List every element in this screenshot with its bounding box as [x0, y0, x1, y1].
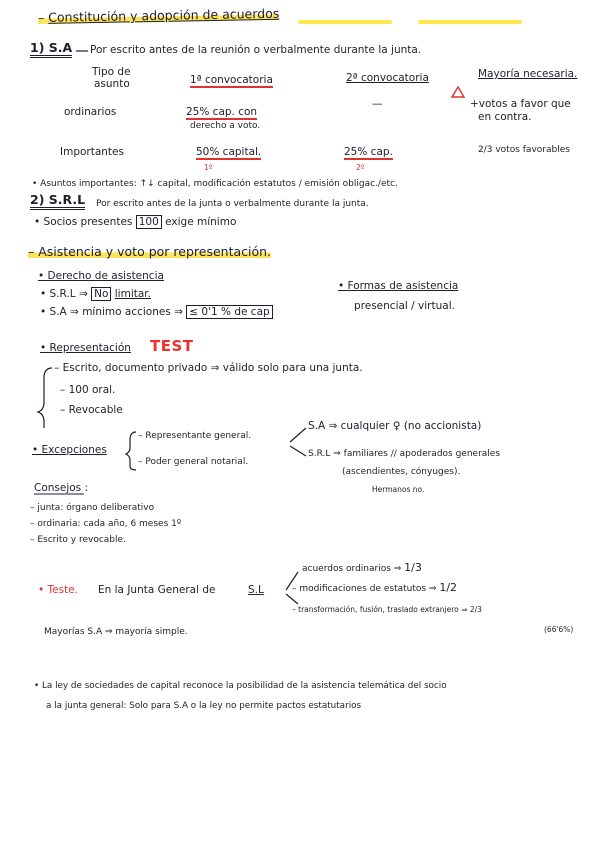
- socios-box: 100: [136, 215, 162, 229]
- exc-sa: S.A ⇒ cualquier ♀ (no accionista): [308, 420, 482, 432]
- formas-asistencia: [338, 280, 458, 292]
- sa-line-a: • S.A ⇒ mínimo acciones ⇒: [40, 306, 183, 318]
- imp-mayoria: 2/3 votos favorables: [478, 145, 570, 155]
- srl-label: [30, 194, 85, 206]
- col-tipo-2: asunto: [94, 78, 130, 90]
- srl-line-box: No: [91, 287, 111, 301]
- test-row-2-a: – modificaciones de estatutos ⇒: [292, 584, 437, 594]
- ord-2conv: —: [372, 98, 383, 110]
- asuntos-importantes: • Asuntos importantes: ↑↓ capital, modificación estatutos / emisión obligac./etc.: [32, 179, 398, 189]
- exc-branch-lines: [290, 428, 306, 456]
- ord-1conv-a-text: 25% cap. con: [186, 106, 258, 118]
- derecho-text: • Derecho de asistencia: [38, 270, 164, 282]
- ord-mayoria-b: en contra.: [478, 111, 532, 123]
- test-srl: [248, 584, 264, 596]
- excepciones: [32, 444, 107, 456]
- repr-item-3: – Revocable: [60, 404, 123, 416]
- sa-label: [30, 42, 72, 54]
- repr-text: • Representación: [40, 342, 131, 354]
- imp-2conv-note: 2º: [356, 163, 365, 172]
- sa-label-text: 1) S.A: [30, 40, 72, 58]
- test-bullet: • Teste.: [38, 584, 79, 596]
- col-mayoria: [478, 68, 577, 80]
- srl-asistencia: [40, 288, 151, 300]
- repr-item-2: – 100 oral.: [60, 384, 116, 396]
- closing-line-1: • La ley de sociedades de capital reconoce la posibilidad de la asistencia telemática del socio: [34, 681, 447, 691]
- derecho-asistencia: [38, 270, 164, 282]
- sa-intro: Por escrito antes de la reunión o verbalmente durante la junta.: [90, 44, 422, 56]
- col-2conv: [346, 72, 429, 84]
- repr-item-1: – Escrito, documento privado ⇒ válido solo para una junta.: [54, 362, 363, 374]
- test-label: TEST: [150, 337, 194, 355]
- test-row-3-a: – transformación, fusión, traslado extranjero ⇒: [292, 605, 468, 614]
- exc-srl-a: S.R.L ⇒ familiares // apoderados generales: [308, 449, 501, 459]
- heading-text: Constitución y adopción de acuerdos: [48, 5, 280, 25]
- imp-2conv-text: 25% cap.: [344, 146, 393, 158]
- imp-1conv-text: 50% capital.: [196, 146, 262, 158]
- test-srl-text: S.L: [248, 584, 264, 596]
- exc-text: • Excepciones: [32, 444, 107, 456]
- socios-b: exige mínimo: [165, 216, 237, 228]
- consejos-1: – junta: órgano deliberativo: [30, 503, 155, 513]
- exc-brace: [126, 432, 136, 470]
- test-row-2: [292, 582, 457, 595]
- formas-valor: presencial / virtual.: [354, 300, 455, 312]
- mayorias-sa: Mayorías S.A ⇒ mayoría simple.: [44, 627, 188, 637]
- srl-line-b: limitar.: [114, 288, 151, 300]
- srl-intro: Por escrito antes de la junta o verbalmente durante la junta.: [96, 199, 369, 209]
- imp-2conv: [344, 146, 393, 158]
- col-1conv-text: 1ª convocatoria: [190, 74, 273, 86]
- ord-1conv-b: derecho a voto.: [190, 121, 261, 131]
- test-row-3-c: (66'6%): [544, 625, 574, 634]
- socios-a: • Socios presentes: [34, 216, 133, 228]
- sa-line-box: ≤ 0'1 % de cap: [186, 305, 272, 319]
- repr-brace: [38, 368, 52, 428]
- exc-item-2: – Poder general notarial.: [138, 457, 249, 467]
- exc-srl-b: (ascendientes, cónyuges).: [342, 467, 461, 477]
- ord-mayoria-a: +votos a favor que: [470, 98, 571, 110]
- dash: –: [37, 9, 49, 25]
- col-2conv-text: 2ª convocatoria: [346, 72, 429, 84]
- col-1conv: [190, 74, 273, 86]
- test-phrase: En la Junta General de: [98, 584, 216, 596]
- test-row-1-a: acuerdos ordinarios ⇒: [302, 564, 402, 574]
- test-row-1: [302, 562, 422, 575]
- warning-triangle-icon: [452, 87, 464, 97]
- imp-label: Importantes: [60, 146, 124, 158]
- section-heading-asistencia: – Asistencia y voto por representación.: [28, 244, 272, 259]
- imp-1conv: [196, 146, 261, 158]
- consejos-title: Consejos :: [34, 482, 89, 494]
- test-row-1-b: 1/3: [404, 561, 422, 574]
- formas-text: • Formas de asistencia: [338, 280, 459, 292]
- closing-line-2: a la junta general: Solo para S.A o la ley no permite pactos estatutarios: [46, 701, 362, 711]
- imp-1conv-note: 1º: [204, 163, 213, 172]
- socios-line: [34, 216, 236, 228]
- exc-item-1: – Representante general.: [138, 431, 252, 441]
- exc-srl-c: Hermanos no.: [372, 485, 425, 494]
- srl-label-text: 2) S.R.L: [30, 192, 85, 210]
- sa-asistencia: [40, 306, 273, 318]
- col-mayoria-text: Mayoría necesaria.: [478, 68, 578, 80]
- consejos-2: – ordinaria: cada año, 6 meses 1º: [30, 519, 182, 529]
- representacion: [40, 342, 131, 354]
- col-tipo-1: Tipo de: [92, 66, 131, 78]
- test-row-2-b: 1/2: [439, 581, 458, 594]
- test-row-3-b: 2/3: [469, 605, 482, 614]
- srl-line-a: • S.R.L ⇒: [40, 288, 88, 300]
- consejos-3: – Escrito y revocable.: [30, 535, 126, 545]
- test-row-3: [292, 604, 482, 616]
- ord-label: ordinarios: [64, 106, 117, 118]
- ord-1conv-a: [186, 106, 257, 118]
